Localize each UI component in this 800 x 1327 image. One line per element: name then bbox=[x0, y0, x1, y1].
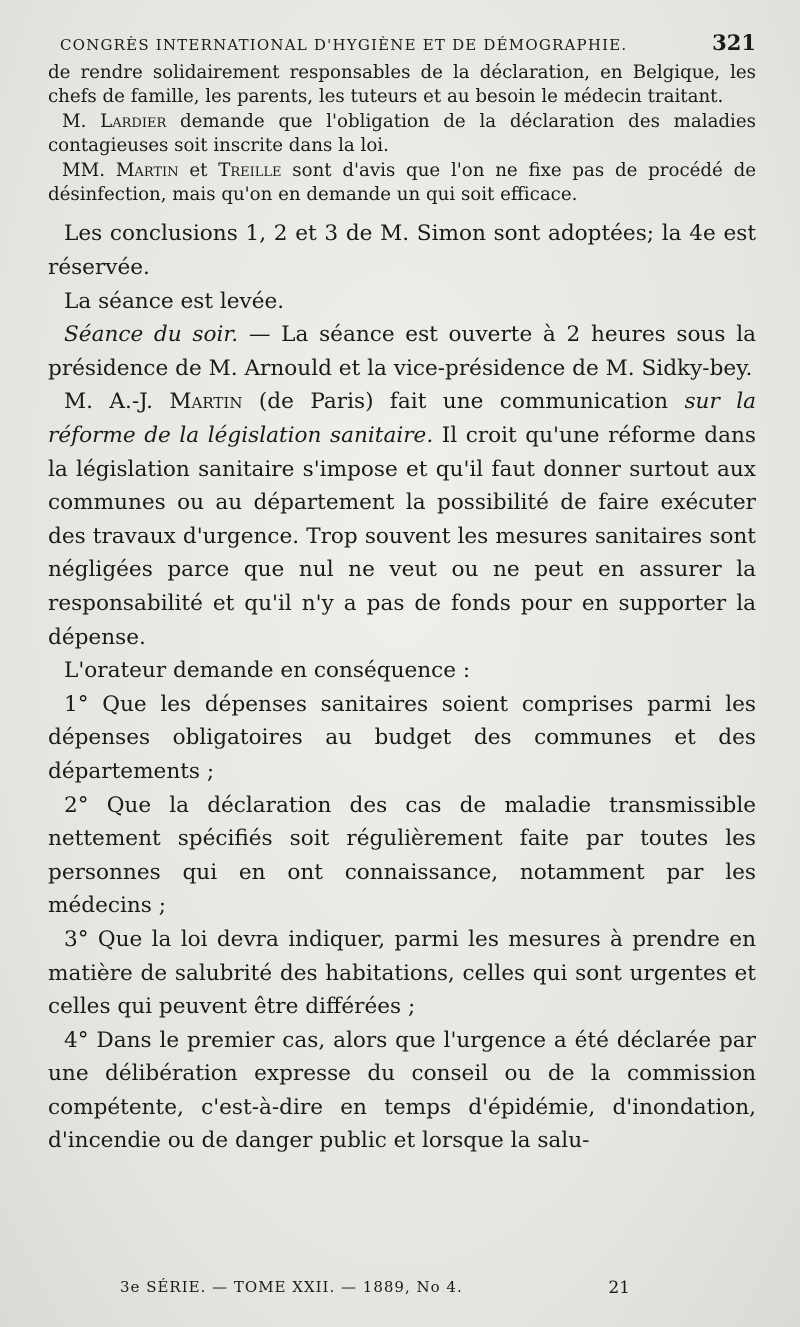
page-number: 321 bbox=[712, 30, 756, 55]
communication-title: sur la réforme de la législation sanitaire. bbox=[48, 389, 756, 448]
speaker-name: Martin bbox=[169, 389, 243, 415]
list-item: 3° Que la loi devra indiquer, parmi les mesures à prendre en matière de salubrité des habitations, celles qui sont urgentes et celles qui peuvent être différées ; bbox=[48, 926, 756, 1020]
paragraph: M. A.-J. Martin (de Paris) fait une communication sur la réforme de la législation sanitaire. Il croit qu'une réforme dans la législation sanitaire s'impose et qu'il faut donner surtout aux communes ou au département la possibilité de faire exécuter des travaux d'urgence. Trop souvent les mesures sanitaires sont négligées parce que nul ne veut ou ne peut en assurer la responsabilité et qu'il n'y a pas de fonds pour en supporter la dépense. bbox=[48, 389, 756, 650]
paragraph: L'orateur demande en conséquence : bbox=[64, 658, 471, 684]
list-item: 1° Que les dépenses sanitaires soient comprises parmi les dépenses obligatoires au budget des communes et des départements ; bbox=[48, 691, 756, 784]
paragraph: M. Lardier demande que l'obligation de la déclaration des maladies contagieuses soit inscrite dans la loi. bbox=[48, 110, 756, 157]
paragraph: de rendre solidairement responsables de la déclaration, en Belgique, les chefs de famille, les parents, les tuteurs et au besoin le médecin traitant. bbox=[48, 62, 756, 108]
session-heading: Séance du soir. bbox=[64, 322, 239, 348]
series-info: 3e SÉRIE. — TOME XXII. — 1889, No 4. bbox=[120, 1278, 463, 1296]
paragraph: Les conclusions 1, 2 et 3 de M. Simon sont adoptées; la 4e est réservée. bbox=[48, 221, 756, 281]
list-item: 2° Que la déclaration des cas de maladie transmissible nettement spécifiés soit régulièrement faite par toutes les personnes qui en ont connaissance, notamment par les médecins ; bbox=[48, 792, 756, 919]
running-head bbox=[48, 30, 756, 55]
speaker-name: Martin bbox=[115, 159, 179, 181]
page-footer bbox=[0, 1278, 800, 1298]
paragraph: Séance du soir. — La séance est ouverte à 2 heures sous la présidence de M. Arnould et la vice-présidence de M. Sidky-bey. bbox=[48, 322, 756, 381]
paragraph: La séance est levée. bbox=[64, 288, 285, 314]
signature-mark: 21 bbox=[608, 1278, 630, 1298]
paragraph: MM. Martin et Treille sont d'avis que l'on ne fixe pas de procédé de désinfection, mais qu'on en demande un qui soit efficace. bbox=[48, 159, 756, 206]
speaker-name: Treille bbox=[218, 159, 282, 181]
running-title: CONGRÈS INTERNATIONAL D'HYGIÈNE ET DE DÉMOGRAPHIE. bbox=[60, 36, 628, 54]
list-item: 4° Dans le premier cas, alors que l'urgence a été déclarée par une délibération expresse du conseil ou de la commission compétente, c'est-à-dire en temps d'épidémie, d'inondation, d'incendie ou de danger public et lorsque la salu- bbox=[48, 1027, 756, 1154]
main-text-section bbox=[48, 217, 756, 1158]
small-print-section bbox=[48, 61, 756, 207]
speaker-name: Lardier bbox=[100, 110, 167, 132]
